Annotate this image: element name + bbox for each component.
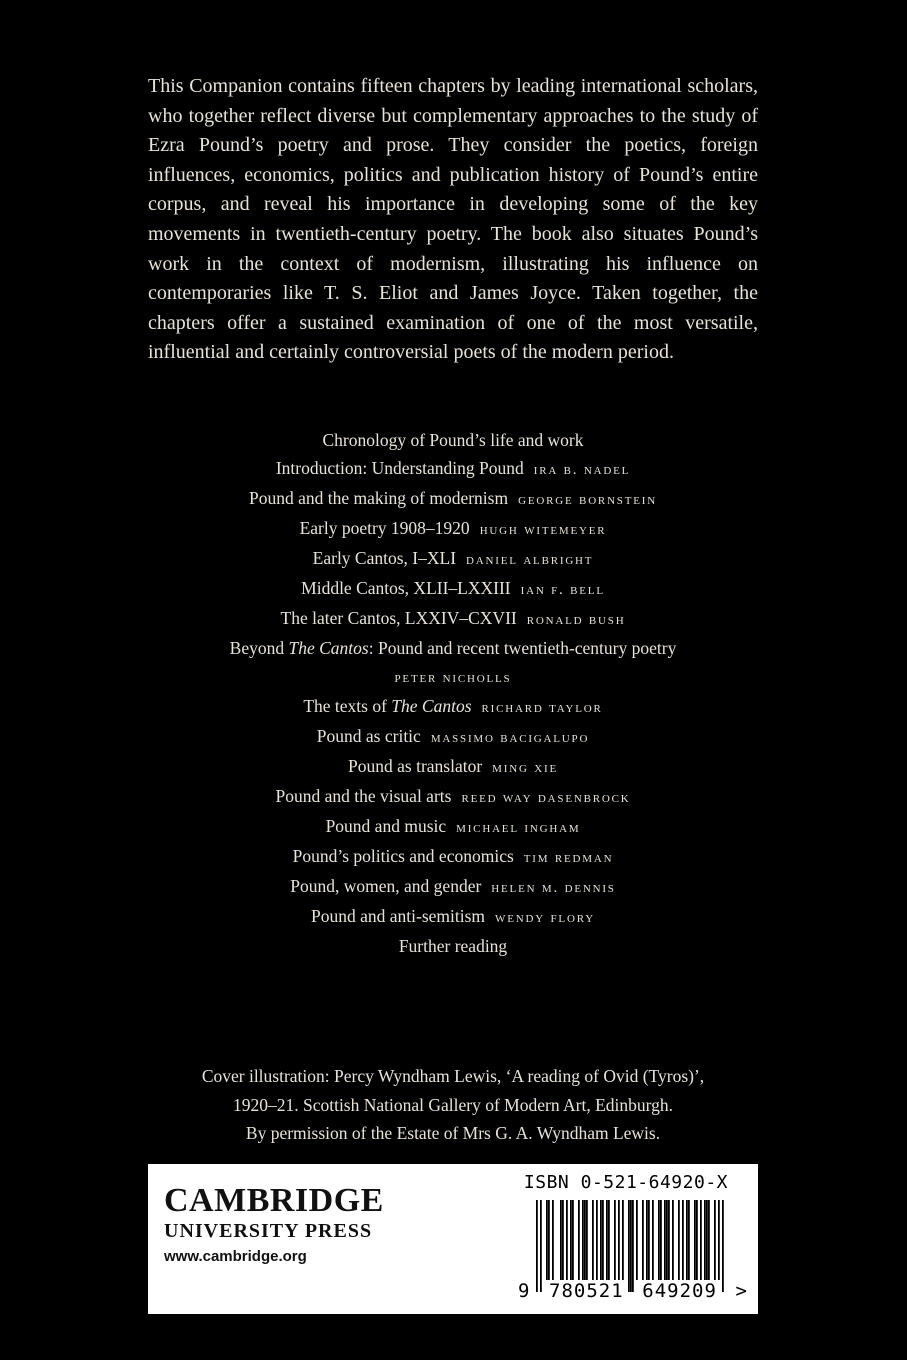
toc-title: Pound as translator (348, 756, 483, 776)
publisher-barcode-panel (148, 1164, 758, 1314)
toc-author: ian f. bell (520, 582, 605, 598)
toc-title: Middle Cantos, XLII–LXXIII (301, 578, 511, 598)
barcode-digit-tail: > (735, 1280, 748, 1302)
toc-author: ming xie (492, 760, 558, 776)
toc-title: Early Cantos, I–XLI (312, 548, 457, 568)
toc-title: Beyond (229, 638, 289, 658)
barcode-icon (536, 1200, 726, 1292)
toc-entry (120, 544, 786, 574)
credit-line: 1920–21. Scottish National Gallery of Modern Art, Edinburgh. (232, 1094, 674, 1115)
toc-author: ira b. nadel (533, 462, 631, 478)
toc-entry (120, 692, 786, 722)
toc-entry (120, 722, 786, 752)
toc-title-italic: The Cantos (391, 696, 472, 716)
toc-entry (120, 574, 786, 604)
toc-author: massimo bacigalupo (430, 730, 590, 746)
toc-entry (120, 752, 786, 782)
toc-title: Further reading (398, 936, 508, 956)
toc-title: Early poetry 1908–1920 (299, 518, 470, 538)
toc-title: Pound as critic (316, 726, 421, 746)
toc-author: michael ingham (456, 820, 581, 836)
credit-line: Cover illustration: Percy Wyndham Lewis, ‘A reading of Ovid (Tyros)’, (201, 1066, 705, 1086)
toc-title: Pound and the visual arts (275, 786, 452, 806)
toc-entry (120, 842, 786, 872)
toc-entry (120, 902, 786, 932)
toc-title: Pound and the making of modernism (249, 488, 509, 508)
toc-entry (120, 662, 786, 692)
credit-line: By permission of the Estate of Mrs G. A. Wyndham Lewis. (245, 1123, 661, 1143)
toc-entry (120, 484, 786, 514)
table-of-contents (120, 426, 786, 960)
toc-author: richard taylor (481, 700, 603, 716)
toc-entry (120, 426, 786, 454)
toc-entry (120, 604, 786, 634)
toc-entry (120, 932, 786, 960)
barcode-digit-lead: 9 (518, 1280, 531, 1302)
toc-title: Chronology of Pound’s life and work (322, 430, 584, 450)
barcode-digits-left: 780521 (549, 1280, 624, 1302)
toc-entry (120, 454, 786, 484)
toc-author: tim redman (523, 850, 614, 866)
toc-author: george bornstein (518, 492, 657, 508)
toc-author: wendy flory (495, 910, 595, 926)
isbn-label: ISBN 0-521-64920-X (523, 1172, 728, 1193)
publisher-subname: UNIVERSITY PRESS (164, 1220, 373, 1242)
toc-author: peter nicholls (394, 670, 512, 686)
publisher-url: www.cambridge.org (164, 1248, 307, 1265)
toc-entry (120, 812, 786, 842)
toc-author: reed way dasenbrock (461, 790, 631, 806)
toc-title: Pound’s politics and economics (292, 846, 514, 866)
barcode-digits-right: 649209 (642, 1280, 717, 1302)
cover-illustration-credit (120, 1062, 786, 1148)
barcode-digits (518, 1280, 748, 1302)
toc-entry (120, 514, 786, 544)
toc-author: hugh witemeyer (479, 522, 607, 538)
toc-title-cont: : Pound and recent twentieth-century poetry (368, 638, 677, 658)
toc-title: The later Cantos, LXXIV–CXVII (280, 608, 517, 628)
publisher-name: CAMBRIDGE (164, 1182, 384, 1219)
toc-author: daniel albright (466, 552, 594, 568)
toc-title: Pound and anti-semitism (311, 906, 486, 926)
toc-entry (120, 634, 786, 662)
toc-title: Pound, women, and gender (290, 876, 482, 896)
toc-title: Introduction: Understanding Pound (275, 458, 524, 478)
toc-author: helen m. dennis (491, 880, 616, 896)
toc-entry (120, 872, 786, 902)
toc-title: The texts of (303, 696, 392, 716)
toc-title: Pound and music (325, 816, 447, 836)
back-cover-blurb: This Companion contains fifteen chapters by leading international scholars, who together reflect diverse but complementary approaches to the study of Ezra Pound’s poetry and prose. They consider the poetics, foreign influences, economics, politics and publication history of Pound’s entire corpus, and reveal his importance in developing some of the key movements in twentieth-century poetry. The book also situates Pound’s work in the context of modernism, illustrating his influence on contemporaries like T. S. Eliot and James Joyce. Taken together, the chapters offer a sustained examination of one of the most versatile, influential and certainly controversial poets of the modern period. (148, 75, 758, 364)
publisher-logo (164, 1184, 384, 1265)
toc-author: ronald bush (526, 612, 626, 628)
toc-title-italic: The Cantos (288, 638, 369, 658)
toc-entry (120, 782, 786, 812)
